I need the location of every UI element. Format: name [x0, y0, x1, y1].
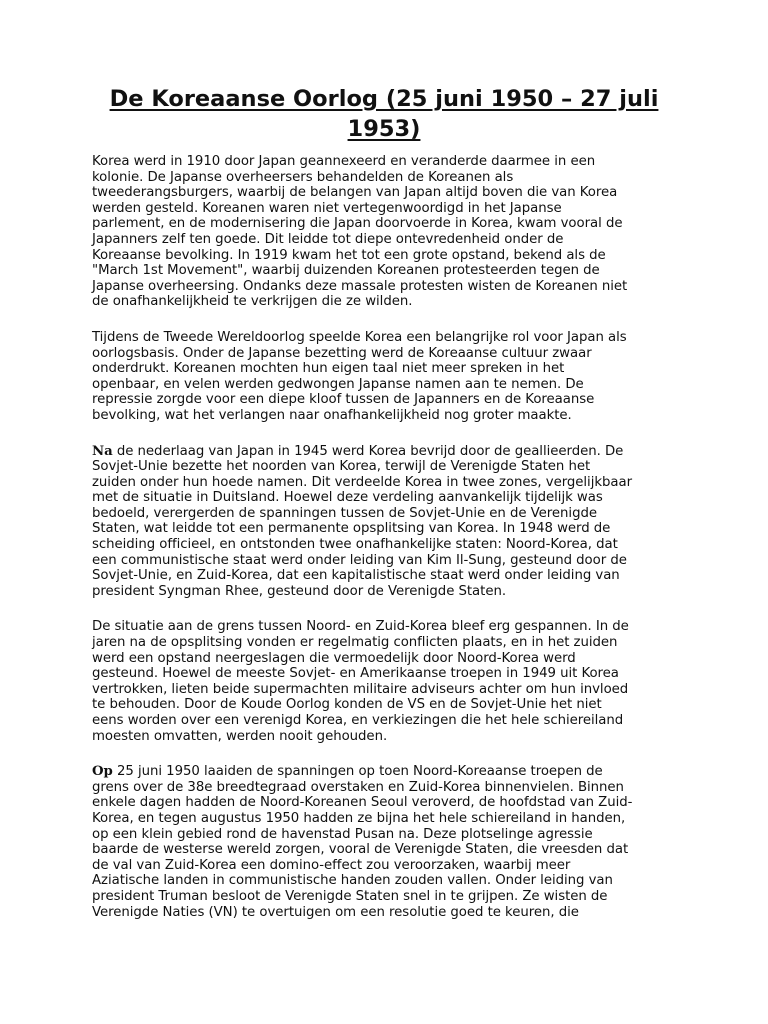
paragraph-line: repressie zorgde voor een diepe kloof tussen de Japanners en de Koreaanse [92, 392, 595, 408]
paragraph-line: de val van Zuid-Korea een domino-effect zou veroorzaken, waarbij meer [92, 857, 571, 873]
paragraph-line: Sovjet-Unie bezette het noorden van Korea, terwijl de Verenigde Staten het [92, 459, 591, 475]
paragraph-line: kolonie. De Japanse overheersers behandelden de Koreanen als [92, 169, 514, 185]
paragraph-line: De situatie aan de grens tussen Noord- en Zuid-Korea bleef erg gespannen. In de [92, 619, 629, 635]
paragraph-first-line [92, 444, 682, 460]
paragraph-line: onderdrukt. Koreanen mochten hun eigen taal niet meer spreken in het [92, 361, 565, 377]
paragraph-line: Aziatische landen in communistische handen zouden vallen. Onder leiding van [92, 873, 613, 889]
paragraph-line: president Syngman Rhee, gesteund door de Verenigde Staten. [92, 583, 506, 599]
document-title [92, 84, 676, 144]
paragraph-line: bedoeld, verergerden de spanningen tussen de Sovjet-Unie en de Verenigde [92, 505, 597, 521]
paragraph-line: vertrokken, lieten beide supermachten militaire adviseurs achter om hun invloed [92, 681, 629, 697]
paragraph-line: zuiden onder hun hoede namen. Dit verdeelde Korea in twee zones, vergelijkbaar [92, 474, 632, 490]
paragraph-line: Verenigde Naties (VN) te overtuigen om een resolutie goed te keuren, die [92, 904, 579, 920]
paragraph-line: met de situatie in Duitsland. Hoewel deze verdeling aanvankelijk tijdelijk was [92, 490, 603, 506]
paragraph-line: een communistische staat werd onder leiding van Kim Il-Sung, gesteund door de [92, 552, 627, 568]
paragraph-3 [92, 444, 682, 600]
paragraph-5 [92, 764, 682, 920]
paragraph-line: tweederangsburgers, waarbij de belangen van Japan altijd boven die van Korea [92, 185, 618, 201]
paragraph-lead-word: Na [92, 443, 113, 459]
paragraph-line: te behouden. Door de Koude Oorlog konden de VS en de Sovjet-Unie het niet [92, 697, 602, 713]
paragraph-line: Koreaanse bevolking. In 1919 kwam het tot een grote opstand, bekend als de [92, 247, 606, 263]
paragraph-line: parlement, en de modernisering die Japan doorvoerde in Korea, kwam vooral de [92, 216, 623, 232]
paragraph-lead-word: Op [92, 764, 113, 780]
paragraph-line: op een klein gebied rond de havenstad Pusan na. Deze plotselinge agressie [92, 826, 593, 842]
paragraph-line: jaren na de opsplitsing vonden er regelmatig conflicten plaats, en in het zuiden [92, 635, 618, 651]
paragraph-line: de onafhankelijkheid te verkrijgen die ze wilden. [92, 294, 413, 310]
paragraph-line: Japanse overheersing. Ondanks deze massale protesten wisten de Koreanen niet [92, 278, 628, 294]
paragraph-line: "March 1st Movement", waarbij duizenden Koreanen protesteerden tegen de [92, 263, 600, 279]
title-line-1: De Koreaanse Oorlog (25 juni 1950 – 27 juli [109, 86, 659, 112]
paragraph-2 [92, 330, 682, 424]
paragraph-line: oorlogsbasis. Onder de Japanse bezetting werd de Koreaanse cultuur zwaar [92, 345, 592, 361]
paragraph-line: openbaar, en velen werden gedwongen Japanse namen aan te nemen. De [92, 376, 584, 392]
title-line-2: 1953) [347, 116, 421, 142]
paragraph-4 [92, 619, 682, 744]
paragraph-line: werd een opstand neergeslagen die vermoedelijk door Noord-Korea werd [92, 650, 576, 666]
paragraph-line: Sovjet-Unie, en Zuid-Korea, dat een kapitalistische staat werd onder leiding van [92, 568, 620, 584]
paragraph-line: enkele dagen hadden de Noord-Koreanen Seoul veroverd, de hoofdstad van Zuid- [92, 795, 633, 811]
paragraph-line: werden gesteld. Koreanen waren niet vertegenwoordigd in het Japanse [92, 200, 562, 216]
paragraph-line: scheiding officieel, en ontstonden twee onafhankelijke staten: Noord-Korea, dat [92, 537, 618, 553]
paragraph-first-line [92, 764, 682, 780]
paragraph-line: baarde de westerse wereld zorgen, vooral de Verenigde Staten, die vreesden dat [92, 842, 629, 858]
document-body [92, 154, 682, 940]
paragraph-line: grens over de 38e breedtegraad overstaken en Zuid-Korea binnenvielen. Binnen [92, 779, 624, 795]
paragraph-line: Tijdens de Tweede Wereldoorlog speelde Korea een belangrijke rol voor Japan als [92, 329, 627, 345]
paragraph-line-rest: de nederlaag van Japan in 1945 werd Korea bevrijd door de geallieerden. De [112, 443, 624, 459]
paragraph-line: eens worden over een verenigd Korea, en verkiezingen die het hele schiereiland [92, 713, 624, 728]
paragraph-line-rest: 25 juni 1950 laaiden de spanningen op toen Noord-Koreaanse troepen de [112, 764, 603, 780]
paragraph-line: gesteund. Hoewel de meeste Sovjet- en Amerikaanse troepen in 1949 uit Korea [92, 666, 619, 682]
paragraph-1 [92, 154, 682, 310]
paragraph-line: bevolking, wat het verlangen naar onafhankelijkheid nog groter maakte. [92, 407, 572, 423]
paragraph-line: Korea, en tegen augustus 1950 hadden ze bijna het hele schiereiland in handen, [92, 810, 626, 826]
paragraph-line: Staten, wat leidde tot een permanente opsplitsing van Korea. In 1948 werd de [92, 521, 611, 537]
paragraph-line: Japanners zelf ten goede. Dit leidde tot diepe ontevredenheid onder de [92, 231, 564, 247]
paragraph-line: president Truman besloot de Verenigde Staten snel in te grijpen. Ze wisten de [92, 888, 608, 904]
paragraph-line: Korea werd in 1910 door Japan geannexeerd en veranderde daarmee in een [92, 154, 596, 169]
paragraph-line: moesten omvatten, werden nooit gehouden. [92, 728, 388, 744]
